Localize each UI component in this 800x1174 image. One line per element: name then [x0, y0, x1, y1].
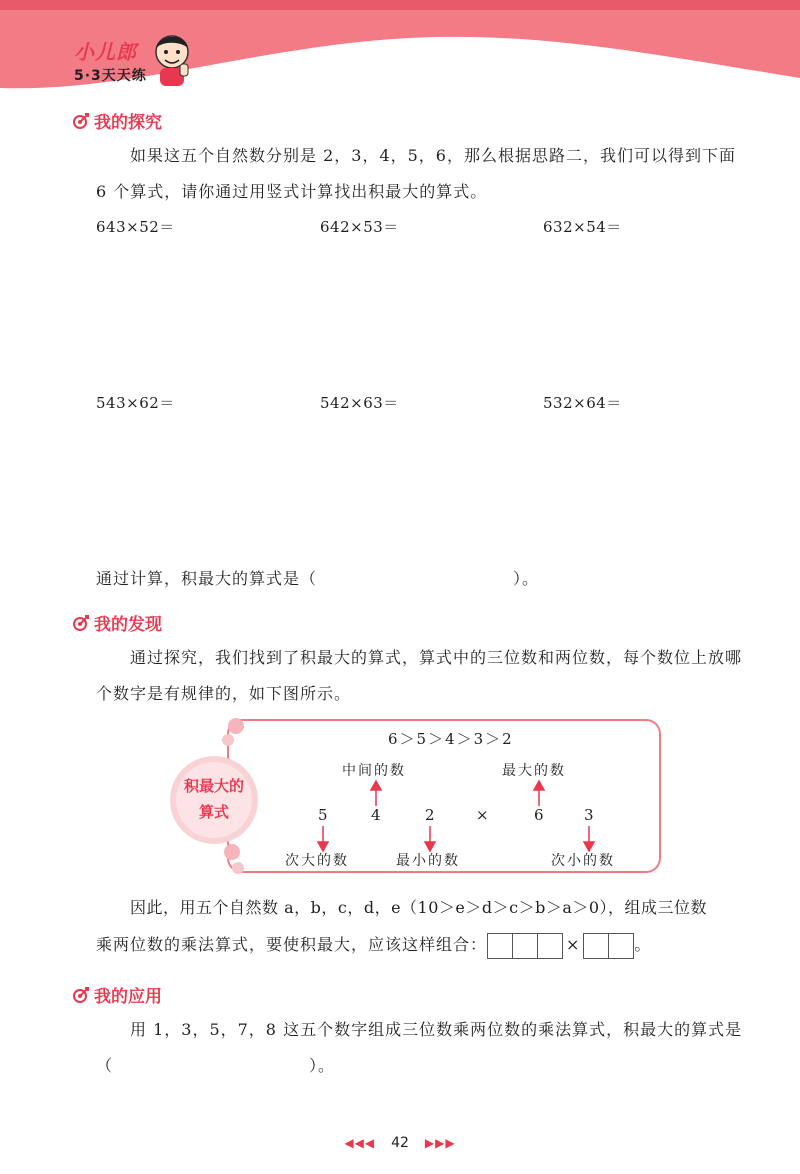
digit-box[interactable] — [538, 933, 563, 959]
answer-line-max-product — [96, 566, 539, 589]
digit-box[interactable] — [609, 933, 634, 959]
question-text: 用 1，3，5，7，8 这五个数字组成三位数乘两位数的乘法算式，积最大的算式是（ — [96, 1020, 743, 1075]
digit-box[interactable] — [583, 933, 609, 959]
two-digit-boxes — [583, 933, 634, 959]
digit-box[interactable] — [487, 933, 513, 959]
target-icon — [72, 986, 90, 1004]
explore-intro: 如果这五个自然数分别是 2，3，4，5，6，那么根据思路二，我们可以得到下面 6 个算式，请你通过用竖式计算找出积最大的算式。 — [96, 146, 736, 201]
equation: 642×53＝ — [320, 218, 399, 236]
section-title-discover — [72, 610, 162, 635]
target-icon — [72, 112, 90, 130]
digit-box[interactable] — [513, 933, 538, 959]
section-title-text: 我的应用 — [94, 987, 162, 1007]
digit: 3 — [584, 806, 594, 824]
brand-logo — [74, 36, 147, 85]
diagram-badge — [169, 773, 259, 825]
digit: 5 — [318, 806, 328, 824]
page-footer — [0, 1132, 800, 1151]
equation: 542×63＝ — [320, 394, 399, 412]
digit-order: 6＞5＞4＞3＞2 — [388, 730, 514, 748]
max-product-diagram — [168, 718, 664, 876]
digit: 4 — [371, 806, 381, 824]
label-middle: 中间的数 — [342, 763, 406, 779]
label-largest: 最大的数 — [502, 763, 566, 779]
section-title-text: 我的发现 — [94, 615, 162, 635]
brand-name: 小儿郎 — [74, 40, 137, 64]
badge-line: 算式 — [198, 803, 229, 821]
label-second-smallest: 次小的数 — [551, 853, 615, 869]
digit: 6 — [534, 806, 544, 824]
rule-end: 。 — [634, 935, 652, 954]
badge-line: 积最大的 — [183, 777, 244, 795]
question-end: ）。 — [309, 1056, 336, 1075]
mascot-boy-icon — [150, 30, 196, 88]
target-icon — [72, 614, 90, 632]
left-arrows-icon: ◀◀◀ — [344, 1136, 376, 1150]
equation: 543×62＝ — [96, 394, 175, 412]
brand-subtitle: 5·3天天练 — [74, 68, 147, 84]
equation: 632×54＝ — [543, 218, 622, 236]
rule-line-2 — [96, 932, 651, 959]
apply-question — [96, 1012, 746, 1084]
page-number: 42 — [391, 1135, 409, 1151]
section-title-explore — [72, 108, 162, 133]
digit: 2 — [425, 806, 435, 824]
rule-line-1: 因此，用五个自然数 a，b，c，d，e（10＞e＞d＞c＞b＞a＞0），组成三位数 — [130, 898, 708, 917]
section-title-text: 我的探究 — [94, 113, 162, 133]
rule-prefix: 乘两位数的乘法算式，要使积最大，应该这样组合： — [96, 935, 488, 954]
answer-suffix: ）。 — [513, 569, 540, 588]
equation: 643×52＝ — [96, 218, 175, 236]
times-sign: × — [566, 935, 581, 954]
section-title-apply — [72, 982, 162, 1007]
discover-intro: 通过探究，我们找到了积最大的算式，算式中的三位数和两位数，每个数位上放哪个数字是有规律的，如下图所示。 — [96, 648, 743, 703]
label-second-largest: 次大的数 — [285, 853, 349, 869]
equation: 532×64＝ — [543, 394, 622, 412]
three-digit-boxes — [487, 933, 563, 959]
label-smallest: 最小的数 — [396, 853, 460, 869]
times-sign: × — [476, 806, 489, 824]
answer-prefix: 通过计算，积最大的算式是（ — [96, 569, 318, 588]
right-arrows-icon: ▶▶▶ — [424, 1136, 456, 1150]
